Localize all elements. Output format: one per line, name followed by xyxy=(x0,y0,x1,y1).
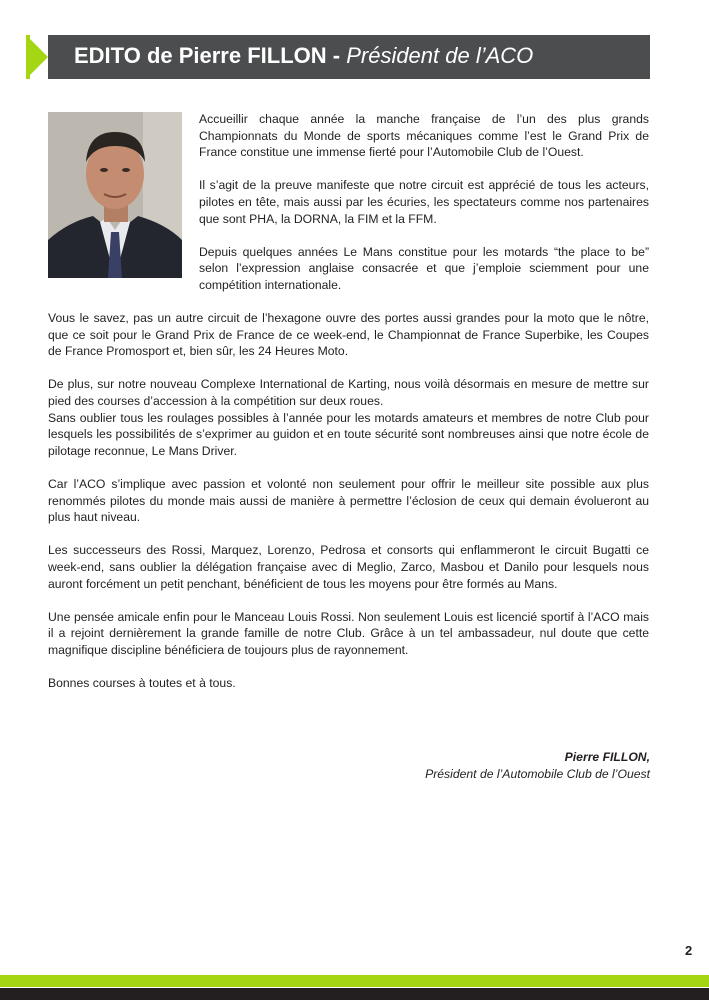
body-paragraph-3: Sans oublier tous les roulages possibles à l’année pour les motards amateurs et membres de notre Club pour lesquels les possibilités de s’exprimer au guidon et en toute sécurité sont nombreuses ainsi que notre école de pilotage reconnue, Le Mans Driver. xyxy=(48,410,649,458)
title-bold: EDITO de Pierre FILLON - xyxy=(74,43,347,68)
intro-paragraph-3: Depuis quelques années Le Mans constitue pour les motards “the place to be” selon l’expression anglaise consacrée et que j’emploie sciemment pour une compétition internationale. xyxy=(199,244,649,292)
portrait-photo xyxy=(48,112,182,278)
signature-name: Pierre FILLON, xyxy=(564,750,650,764)
portrait-illustration xyxy=(48,112,182,278)
footer-dark-band xyxy=(0,988,709,1000)
page-header xyxy=(26,35,650,79)
header-accent-arrow xyxy=(26,35,48,79)
signature xyxy=(425,749,650,783)
intro-text xyxy=(199,111,649,310)
page-title xyxy=(74,43,533,69)
body-paragraph-6: Une pensée amicale enfin pour le Manceau Louis Rossi. Non seulement Louis est licencié sportif à l’ACO mais il a rejoint dernièrement la grande famille de notre Club. Grâce à un tel ambassadeur, nul doute que cette magnifique discipline bénéficiera de toujours plus de rayonnement. xyxy=(48,609,649,657)
footer-accent-band xyxy=(0,975,709,987)
body-paragraph-1: Vous le savez, pas un autre circuit de l’hexagone ouvre des portes aussi grandes pour la moto que le nôtre, que ce soit pour le Grand Prix de France de ce week-end, le Championnat de France Superbike, les Coupes de France Promosport et, bien sûr, les 24 Heures Moto. xyxy=(48,311,649,359)
body-paragraph-2: De plus, sur notre nouveau Complexe International de Karting, nous voilà désormais en mesure de mettre sur pied des courses d’accession à la compétition sur deux roues. xyxy=(48,377,649,408)
intro-paragraph-2: Il s’agit de la preuve manifeste que notre circuit est apprécié de tous les acteurs, pilotes en tête, mais aussi par les écuries, les spectateurs comme nos partenaires que sont PHA, la DORNA, la FIM et la FFM. xyxy=(199,178,649,226)
page-number: 2 xyxy=(685,943,693,958)
title-italic: Président de l’ACO xyxy=(346,43,534,68)
intro-paragraph-1: Accueillir chaque année la manche française de l’un des plus grands Championnats du Monde de sports mécaniques comme l’est le Grand Prix de France constitue une immense fierté pour l’Automobile Club de l’Ouest. xyxy=(199,112,649,160)
body-paragraph-4: Car l’ACO s’implique avec passion et volonté non seulement pour offrir le meilleur site possible aux plus renommés pilotes du monde mais aussi de manière à permettre l’éclosion de ceux qui demain évolueront au plus haut niveau. xyxy=(48,476,649,525)
signature-role: Président de l’Automobile Club de l’Ouest xyxy=(425,767,650,781)
body-text xyxy=(48,310,649,708)
body-paragraph-5: Les successeurs des Rossi, Marquez, Lorenzo, Pedrosa et consorts qui enflammeront le circuit Bugatti ce week-end, sans oublier la délégation française avec di Meglio, Zarco, Masbou et Danilo pour lesquels nous auront forcément un petit penchant, bénéficient de tous les moyens pour être formés au Mans. xyxy=(48,543,649,591)
body-paragraph-7: Bonnes courses à toutes et à tous. xyxy=(48,676,236,691)
